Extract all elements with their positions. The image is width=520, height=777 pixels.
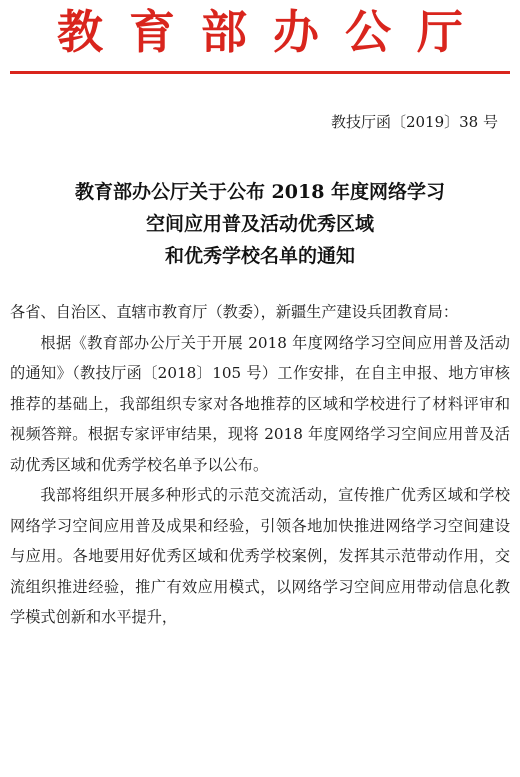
body-paragraph-1: 根据《教育部办公厅关于开展 2018 年度网络学习空间应用普及活动的通知》（教技厅函〔2018〕105 号）工作安排，在自主申报、地方审核推荐的基础上，我部组织专家对各地推荐的区域和学校进行了材料评审和视频答辩。根据专家评审结果，现将 2018 年度网络学习空间应用普及活动优秀区域和优秀学校名单予以公布。 <box>10 333 510 474</box>
document-title-line-3: 和优秀学校名单的通知 <box>164 245 355 267</box>
document-body <box>10 297 510 633</box>
document-number: 教技厅函〔2019〕38 号 <box>330 113 498 131</box>
body-paragraph-2: 我部将组织开展多种形式的示范交流活动，宣传推广优秀区域和学校网络学习空间应用普及成果和经验，引领各地加快推进网络学习空间建设与应用。各地要用好优秀区域和优秀学校案例，发挥其示范带动作用，交流组织推进经验，推广有效应用模式，以网络学习空间应用带动信息化教学模式创新和水平提升， <box>10 486 510 626</box>
document-title <box>0 176 520 272</box>
letterhead-red-rule <box>10 71 510 74</box>
salutation: 各省、自治区、直辖市教育厅（教委），新疆生产建设兵团教育局： <box>10 303 459 321</box>
document-title-line-2: 空间应用普及活动优秀区域 <box>145 213 374 235</box>
document-title-line-1: 教育部办公厅关于公布 2018 年度网络学习 <box>74 181 446 203</box>
letterhead-title: 教育部办公厅 <box>57 5 489 59</box>
